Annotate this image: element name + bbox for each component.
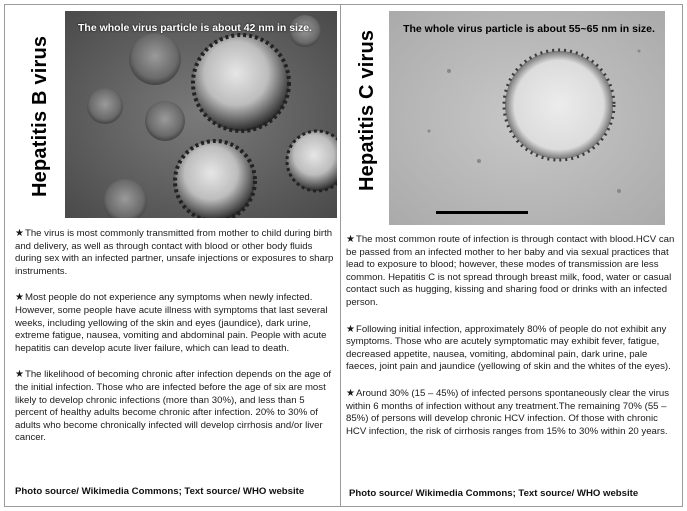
hcv-size-caption: The whole virus particle is about 55~65 nm in size.	[403, 23, 655, 35]
hbv-paragraph	[15, 369, 337, 445]
star-icon: ★	[15, 228, 24, 239]
hbv-transmission-text: The virus is most commonly transmitted from mother to child during birth and delivery, as well as through contact with blood or other body fluids during sex with an infected partner, unsafe injections or exposures to sharp instruments.	[15, 228, 334, 277]
hcv-paragraph	[346, 324, 676, 374]
hbv-description	[15, 228, 337, 459]
star-icon: ★	[346, 387, 355, 399]
hcv-paragraph	[346, 388, 676, 438]
hcv-transmission-text: The most common route of infection is through contact with blood.HCV can be passed from an infected mother to her baby and via sexual practices that lead to exposure to blood; however, these modes of transmission are less common. Hepatitis C is not spread through breast milk, food, water or casual contact such as hugging, kissing and sharing food or drinks with an infected person.	[346, 234, 675, 308]
hcv-paragraph	[346, 234, 676, 310]
hcv-micrograph-image	[389, 11, 665, 225]
star-icon: ★	[346, 234, 355, 245]
hbv-size-caption: The whole virus particle is about 42 nm in size.	[78, 22, 312, 34]
hbv-micrograph-image	[65, 11, 337, 218]
hepatitis-c-title: Hepatitis C virus	[356, 29, 378, 191]
hbv-electron-micrograph-icon	[65, 11, 337, 218]
scale-bar	[436, 211, 528, 214]
hcv-description	[346, 234, 676, 452]
hbv-symptoms-text: Most people do not experience any symptoms when newly infected. However, some people have acute illness with symptoms that last several weeks, including yellowing of the skin and eyes (jaundice), dark urine, extreme fatigue, nausea, vomiting and abdominal pain. People with acute hepatitis can develop acute liver failure, which can lead to death.	[15, 292, 328, 354]
hbv-paragraph	[15, 292, 337, 355]
hepatitis-b-panel	[4, 4, 341, 507]
hepatitis-b-title: Hepatitis B virus	[29, 35, 51, 197]
hbv-source-credit: Photo source/ Wikimedia Commons; Text source/ WHO website	[15, 486, 305, 497]
star-icon: ★	[15, 369, 24, 381]
star-icon: ★	[15, 292, 24, 304]
hcv-source-credit: Photo source/ Wikimedia Commons; Text source/ WHO website	[349, 488, 639, 499]
hcv-chronic-text: Around 30% (15 – 45%) of infected persons spontaneously clear the virus within 6 months of infection without any treatment.The remaining 70% (55 – 85%) of persons will develop chronic HCV infection. Of those with chronic HCV infection, the risk of cirrhosis ranges from 15% to 30% within 20 years.	[346, 387, 670, 437]
hbv-chronic-text: The likelihood of becoming chronic after infection depends on the age of the initial infection. Those who are infected before the age of six are most likely to develop chronic infections (more than 30%), and less than 5 percent of healthy adults become chronic after infection. 20% to 30% of adults who become chronically infected will develop cirrhosis and/or liver cancer.	[15, 369, 332, 444]
hcv-symptoms-text: Following initial infection, approximately 80% of people do not exhibit any symptoms. Those who are acutely symptomatic may exhibit fever, fatigue, decreased appetite, nausea, vomiting, abdominal pain, dark urine, pale faeces, joint pain and jaundice (yellowing of skin and the whites of the eyes).	[346, 323, 671, 373]
star-icon: ★	[346, 323, 355, 335]
hcv-electron-micrograph-icon	[389, 11, 665, 225]
hepatitis-c-panel	[340, 4, 683, 507]
hbv-paragraph	[15, 228, 337, 278]
